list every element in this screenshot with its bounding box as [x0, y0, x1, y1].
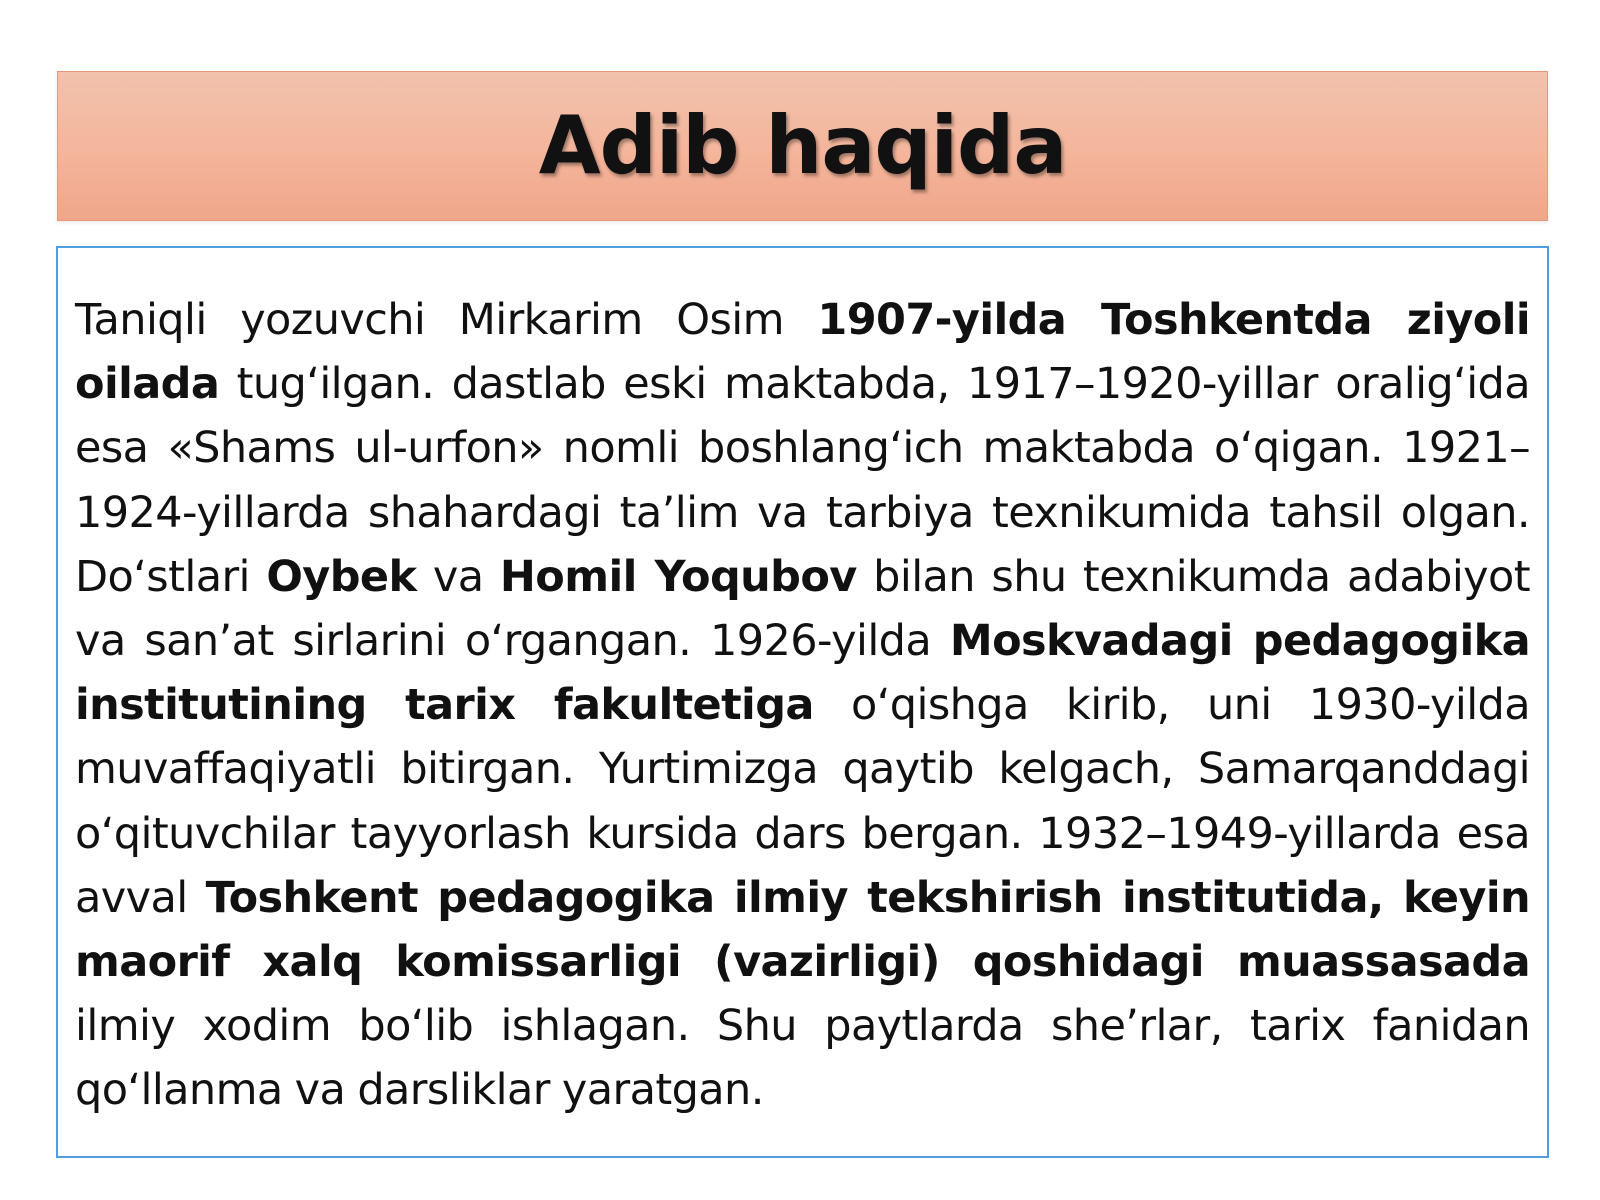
text-segment-bold: Oybek	[266, 551, 417, 602]
text-segment: Taniqli yozuvchi Mirkarim Osim	[75, 295, 818, 345]
text-segment: bilan shu texnikumda adabiyot va san’at sirlarini o‘rgangan. 1926-yilda	[75, 551, 1530, 667]
text-segment-bold: Homil Yoqubov	[499, 551, 857, 602]
biography-paragraph	[75, 288, 1530, 1123]
slide-title: Adib haqida	[538, 99, 1067, 192]
text-segment: tug‘ilgan. dastlab eski maktabda, 1917–1920-yillar oralig‘ida esa «Shams ul-urfon» nomli boshlang‘ich maktabda o‘qigan. 1921–1924-yillarda shahardagi ta’lim va tarbiya texnikumida tahsil olgan. Do‘stlari	[75, 359, 1530, 602]
text-segment-bold: Toshkent pedagogika ilmiy tekshirish institutida, keyin maorif xalq komissarligi (vazirligi) qoshidagi muassasada	[75, 872, 1530, 988]
text-segment: ilmiy xodim bo‘lib ishlagan. Shu paytlarda she’rlar, tarix fanidan qo‘llanma va darsliklar yaratgan.	[75, 1001, 1530, 1116]
text-segment: o‘qishga kirib, uni 1930-yilda muvaffaqiyatli bitirgan. Yurtimizga qaytib kelgach, Samarqanddagi o‘qituvchilar tayyorlash kursida dars bergan. 1932–1949-yillarda esa avval	[75, 680, 1530, 923]
title-banner	[57, 71, 1548, 221]
text-segment-bold: Moskvadagi pedagogika institutining tarix fakultetiga	[75, 616, 1530, 731]
text-segment-bold: 1907-yilda Toshkentda ziyoli oilada	[75, 295, 1530, 410]
text-segment: va	[416, 551, 500, 602]
content-box	[56, 246, 1549, 1158]
